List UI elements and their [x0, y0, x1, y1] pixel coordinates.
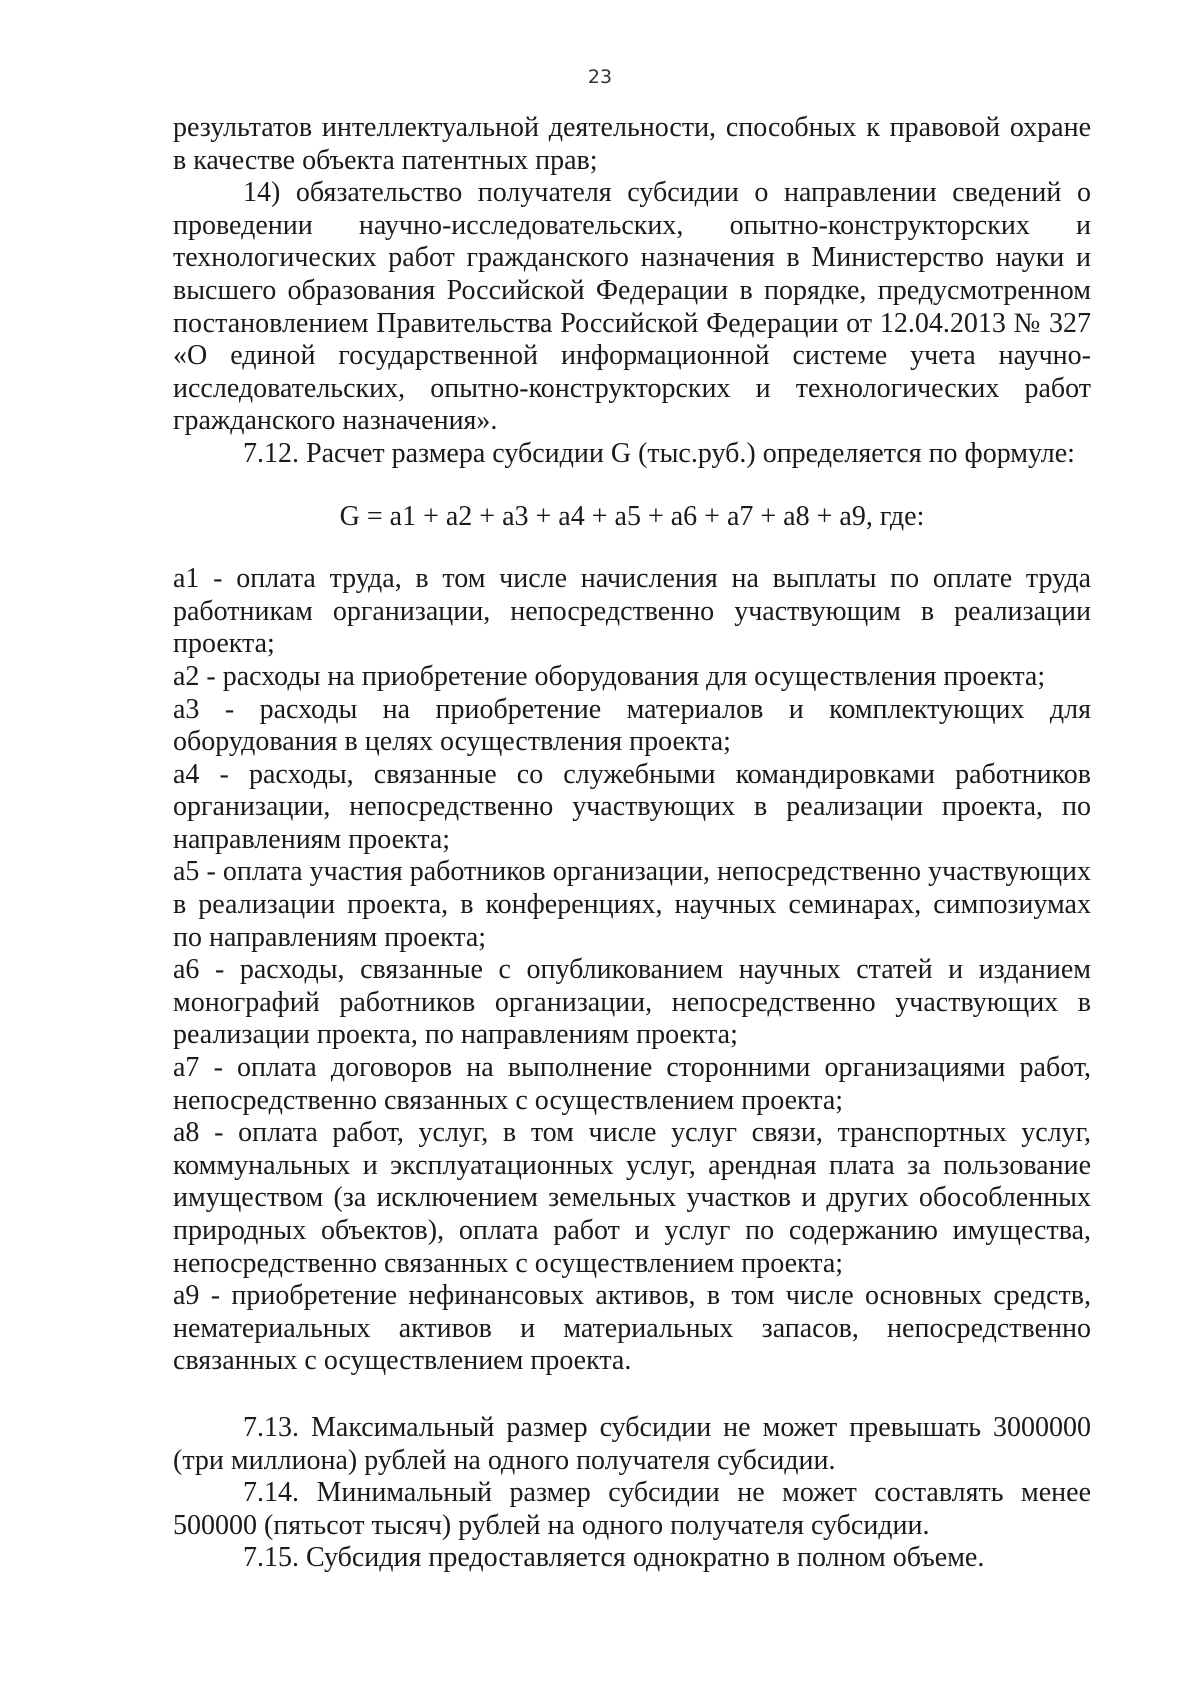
page-number: 23 — [587, 66, 613, 88]
paragraph-item-14: 14) обязательство получателя субсидии о направлении сведений о проведении научно-исследовательских, опытно-конструкторских и технологических работ гражданского назначения в Министерство науки и высшего образования Российской Федерации в порядке, предусмотренном постановлением Правительства Российской Федерации от 12.04.2013 № 327 «О единой государственной информационной системе учета научно-исследовательских, опытно-конструкторских и технологических работ гражданского назначения». — [173, 177, 1091, 437]
definition-a5: а5 - оплата участия работников организации, непосредственно участвующих в реализации проекта, в конференциях, научных семинарах, симпозиумах по направлениям проекта; — [173, 856, 1091, 953]
definition-a7: а7 - оплата договоров на выполнение сторонними организациями работ, непосредственно связанных с осуществлением проекта; — [173, 1052, 1091, 1116]
paragraph-7-13: 7.13. Максимальный размер субсидии не может превышать 3000000 (три миллиона) рублей на одного получателя субсидии. — [173, 1411, 1091, 1476]
definition-a4: а4 - расходы, связанные со служебными командировками работников организации, непосредственно участвующих в реализации проекта, по направлениям проекта; — [173, 758, 1091, 855]
definition-a2: а2 - расходы на приобретение оборудования для осуществления проекта; — [173, 660, 1046, 692]
paragraph-7-15: 7.15. Субсидия предоставляется однократно в полном объеме. — [243, 1542, 985, 1574]
paragraph-7-12: 7.12. Расчет размера субсидии G (тыс.руб.) определяется по формуле: — [243, 437, 1075, 469]
subsidy-formula: G = a1 + a2 + a3 + a4 + a5 + a6 + a7 + a8 + a9, где: — [339, 500, 925, 532]
definition-a9: а9 - приобретение нефинансовых активов, в том числе основных средств, нематериальных активов и материальных запасов, непосредственно связанных с осуществлением проекта. — [173, 1280, 1091, 1377]
definition-a3: а3 - расходы на приобретение материалов и комплектующих для оборудования в целях осуществления проекта; — [173, 693, 1091, 758]
definition-a1: а1 - оплата труда, в том числе начисления на выплаты по оплате труда работникам организации, непосредственно участвующим в реализации проекта; — [173, 563, 1091, 660]
paragraph-continuation: результатов интеллектуальной деятельности, способных к правовой охране в качестве объекта патентных прав; — [173, 112, 1091, 176]
document-body — [173, 112, 1091, 1575]
definition-a8: а8 - оплата работ, услуг, в том числе услуг связи, транспортных услуг, коммунальных и эксплуатационных услуг, арендная плата за пользование имуществом (за исключением земельных участков и других обособленных природных объектов), оплата работ и услуг по содержанию имущества, непосредственно связанных с осуществлением проекта; — [173, 1117, 1091, 1279]
definition-a6: а6 - расходы, связанные с опубликованием научных статей и изданием монографий работников организации, непосредственно участвующих в реализации проекта, по направлениям проекта; — [173, 954, 1091, 1051]
paragraph-7-14: 7.14. Минимальный размер субсидии не может составлять менее 500000 (пятьсот тысяч) рублей на одного получателя субсидии. — [173, 1477, 1091, 1541]
